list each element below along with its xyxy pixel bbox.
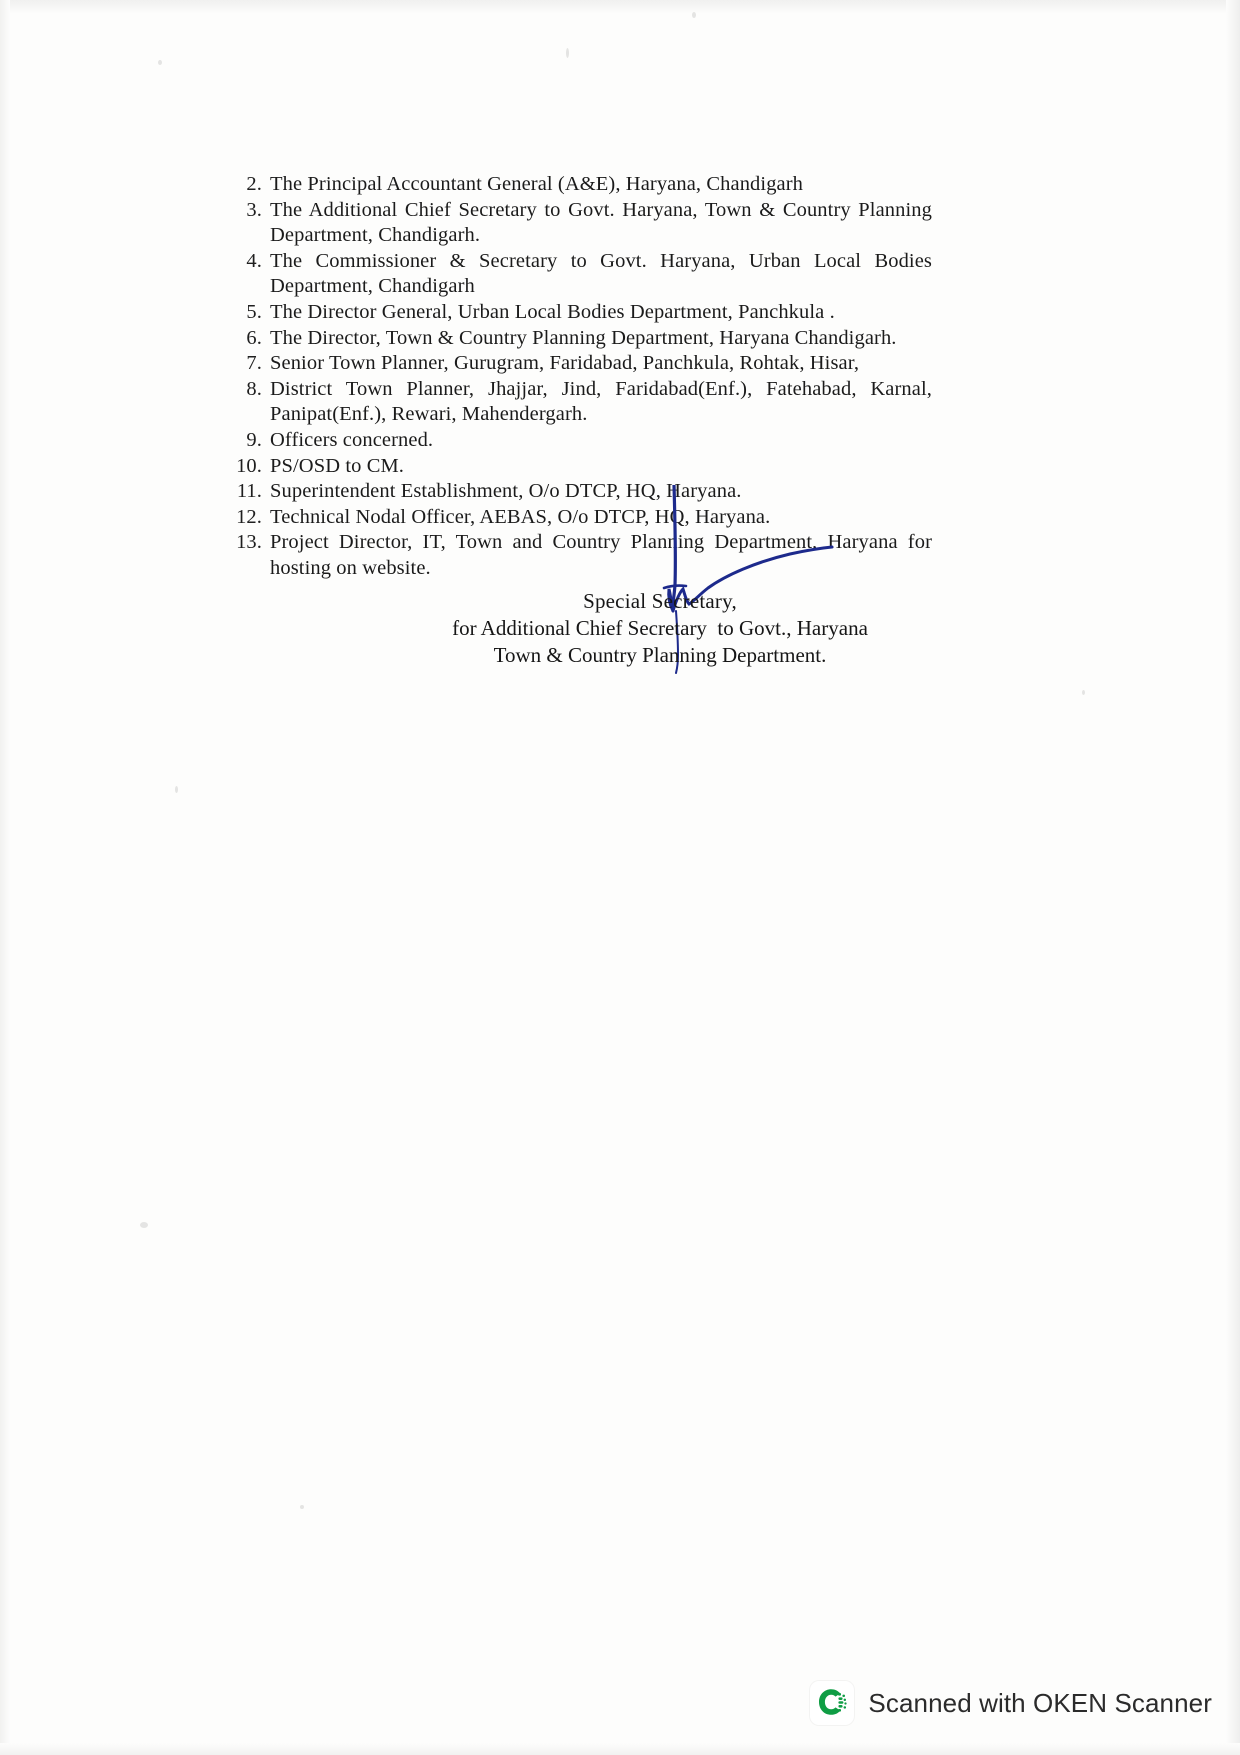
scan-speck	[300, 1505, 304, 1509]
list-item-number: 8.	[246, 377, 262, 400]
list-item	[222, 428, 932, 454]
distribution-list	[222, 172, 932, 582]
signature-text-block	[380, 588, 940, 669]
watermark-label: Scanned with OKEN Scanner	[868, 1687, 1212, 1718]
list-item	[222, 300, 932, 326]
list-item-number: 5.	[246, 300, 262, 323]
list-item	[222, 351, 932, 377]
list-item-number: 6.	[246, 326, 262, 349]
scan-speck	[158, 60, 162, 65]
signature-designation: Special Secretary,	[583, 589, 737, 613]
scan-speck	[692, 12, 696, 18]
scan-edge-top	[0, 0, 1240, 14]
list-item-number: 12.	[236, 505, 262, 528]
scan-edge-right	[1226, 0, 1240, 1755]
list-item-text: Technical Nodal Officer, AEBAS, O/o DTCP, HQ, Haryana.	[270, 505, 771, 528]
oken-o-glyph-icon	[815, 1686, 849, 1720]
list-item	[222, 326, 932, 352]
list-item	[222, 479, 932, 505]
list-item-text: District Town Planner, Jhajjar, Jind, Faridabad(Enf.), Fatehabad, Karnal, Panipat(Enf.), Rewari, Mahendergarh.	[270, 377, 932, 426]
list-item-number: 11.	[236, 480, 262, 503]
list-item-text: PS/OSD to CM.	[270, 454, 405, 477]
signature-for-line: for Additional Chief Secretary to Govt., Haryana	[452, 616, 868, 640]
list-item-text: The Additional Chief Secretary to Govt. Haryana, Town & Country Planning Department, Chandigarh.	[270, 198, 932, 247]
list-item-number: 9.	[246, 428, 262, 451]
scan-edge-left	[0, 0, 10, 1755]
list-item-text: Superintendent Establishment, O/o DTCP, HQ, Haryana.	[270, 480, 742, 503]
scan-speck	[175, 786, 178, 793]
list-item	[222, 454, 932, 480]
list-item-text: Project Director, IT, Town and Country Planning Department, Haryana for hosting on website.	[270, 531, 932, 579]
list-item-number: 4.	[246, 249, 262, 272]
list-item	[222, 249, 932, 300]
scan-speck	[140, 1222, 148, 1228]
oken-logo-icon	[810, 1681, 854, 1725]
oken-scanner-watermark	[810, 1681, 1212, 1725]
list-item	[222, 172, 932, 198]
list-item-text: The Commissioner & Secretary to Govt. Haryana, Urban Local Bodies Department, Chandigarh	[270, 249, 932, 298]
list-item	[222, 377, 932, 428]
list-item	[222, 530, 932, 581]
scan-speck	[566, 48, 569, 58]
signature-department: Town & Country Planning Department.	[493, 643, 827, 667]
scan-edge-bottom	[0, 1743, 1240, 1755]
list-item-number: 13.	[236, 531, 262, 554]
distribution-list-container	[222, 172, 932, 582]
list-item-number: 7.	[246, 352, 262, 375]
list-item-number: 2.	[246, 173, 262, 195]
list-item-text: The Principal Accountant General (A&E), Haryana, Chandigarh	[270, 173, 804, 195]
scan-speck	[1082, 690, 1085, 695]
list-item-text: The Director General, Urban Local Bodies Department, Panchkula .	[270, 300, 835, 323]
list-item-number: 3.	[246, 198, 262, 221]
list-item-text: Officers concerned.	[270, 428, 434, 451]
list-item	[222, 505, 932, 531]
list-item-text: Senior Town Planner, Gurugram, Faridabad, Panchkula, Rohtak, Hisar,	[270, 352, 860, 375]
list-item-text: The Director, Town & Country Planning Department, Haryana Chandigarh.	[270, 326, 897, 349]
list-item	[222, 198, 932, 249]
list-item-number: 10.	[236, 454, 262, 477]
